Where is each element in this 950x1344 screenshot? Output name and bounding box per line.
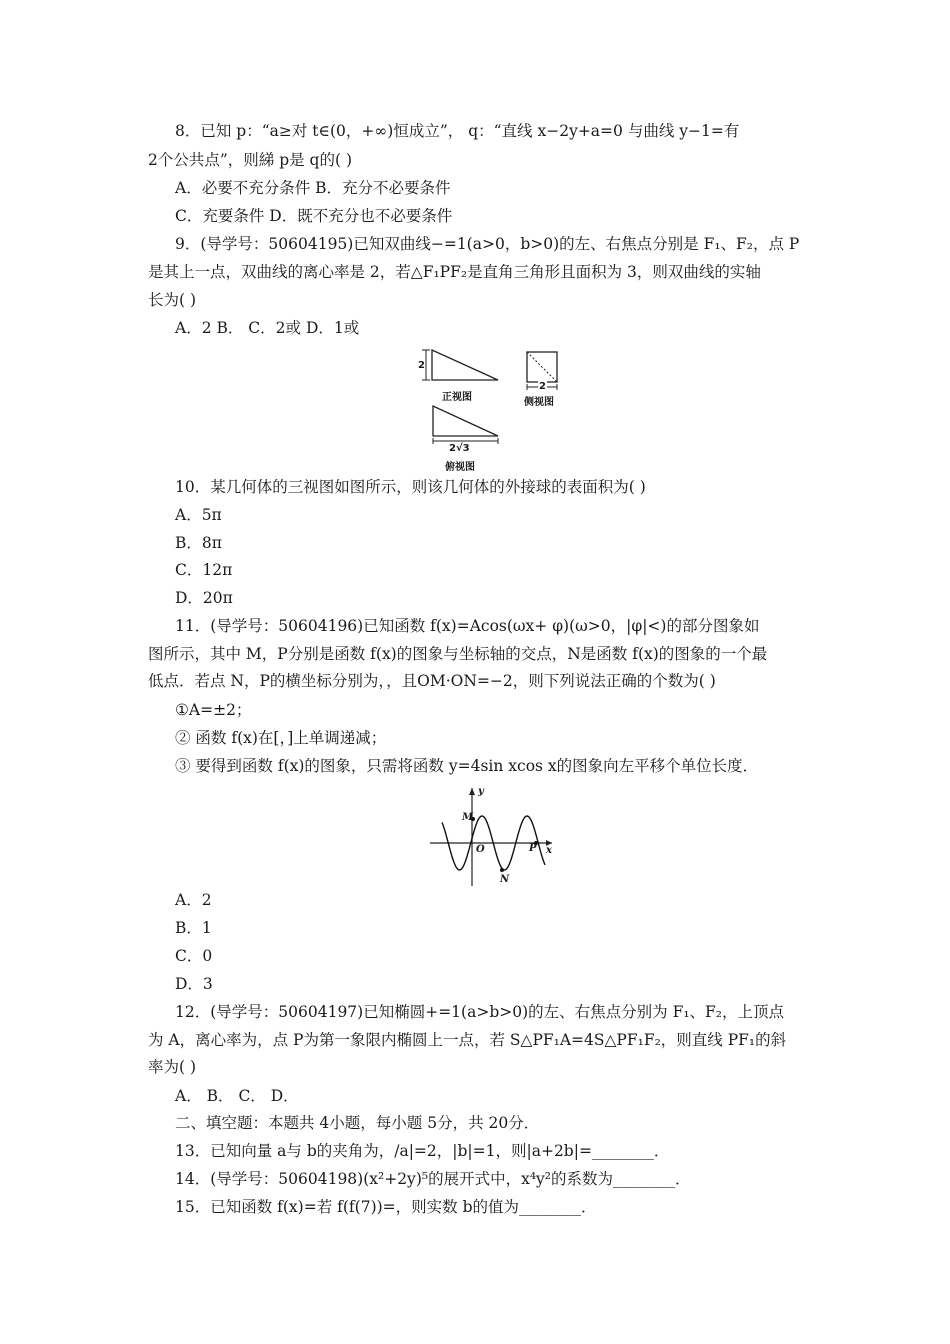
q12-line1: 12．(导学号：50604197)已知椭圆+=1(a>b>0)的左、右焦点分别为 F₁、F₂，上顶点 bbox=[175, 1003, 785, 1021]
q11-statement-1: ①A=±2； bbox=[175, 701, 252, 719]
q11-option-b: B．1 bbox=[175, 919, 212, 937]
origin-label: O bbox=[476, 844, 485, 855]
q10-option-d: D．20π bbox=[175, 589, 233, 607]
q11-line2: 图所示，其中 M，P分别是函数 f(x)的图象与坐标轴的交点，N是函数 f(x)的图象的一个最 bbox=[148, 645, 768, 663]
q8-options-ab: A．必要不充分条件 B．充分不必要条件 bbox=[175, 179, 451, 197]
q8-options-cd: C．充要条件 D．既不充分也不必要条件 bbox=[175, 207, 453, 225]
q13: 13．已知向量 a与 b的夹角为，/a|=2，|b|=1，则|a+2b|=________． bbox=[175, 1142, 670, 1160]
y-axis-arrow bbox=[469, 788, 475, 795]
q11-option-a: A．2 bbox=[175, 891, 212, 909]
y-axis-label: y bbox=[478, 786, 484, 797]
section-2-heading: 二、填空题：本题共 4小题，每小题 5分，共 20分． bbox=[175, 1114, 540, 1132]
top-view-label: 俯视图 bbox=[445, 462, 475, 473]
side-dim-label: 2 bbox=[539, 381, 546, 392]
q10-option-a: A．5π bbox=[175, 506, 222, 524]
q9-line1: 9．(导学号：50604195)已知双曲线−=1(a>0，b>0)的左、右焦点分别是 F₁、F₂，点 P bbox=[175, 235, 800, 253]
q11-option-c: C．0 bbox=[175, 947, 213, 965]
q9-options: A．2 B． C．2或 D．1或 bbox=[175, 319, 360, 337]
q10-option-b: B．8π bbox=[175, 534, 222, 552]
q12-line2: 为 A，离心率为，点 P为第一象限内椭圆上一点，若 S△PF₁A=4S△PF₁F₂，则直线 PF₁的斜 bbox=[148, 1031, 787, 1049]
q11-option-d: D．3 bbox=[175, 975, 213, 993]
q10-option-c: C．12π bbox=[175, 561, 233, 579]
q8-line2: 2个公共点”，则綈 p是 q的( ) bbox=[148, 151, 353, 169]
front-dim-label: 2 bbox=[418, 360, 425, 371]
side-view-label: 侧视图 bbox=[524, 397, 554, 408]
q10-stem: 10．某几何体的三视图如图所示，则该几何体的外接球的表面积为( ) bbox=[175, 478, 646, 496]
q9-line2: 是其上一点，双曲线的离心率是 2，若△F₁PF₂是直角三角形且面积为 3，则双曲线的实轴 bbox=[148, 263, 761, 281]
m-label: M bbox=[462, 812, 474, 823]
n-label: N bbox=[500, 874, 510, 885]
q12-line3: 率为( ) bbox=[148, 1058, 197, 1076]
p-label: P bbox=[529, 843, 537, 854]
q11-statement-2: ② 函数 f(x)在[，]上单调递减； bbox=[175, 729, 387, 747]
q11-line3: 低点．若点 N，P的横坐标分别为，，且OM·ON=−2，则下列说法正确的个数为( ) bbox=[148, 672, 716, 690]
q8-line1: 8．已知 p：“a≥对 t∈(0，+∞)恒成立”， q：“直线 x−2y+a=0 与曲线 y−1=有 bbox=[175, 122, 740, 140]
q11-line1: 11．(导学号：50604196)已知函数 f(x)=Acos(ωx+ φ)(ω>0，|φ|<)的部分图象如 bbox=[175, 617, 760, 635]
q14: 14．(导学号：50604198)(x²+2y)⁵的展开式中，x⁴y²的系数为________． bbox=[175, 1170, 691, 1188]
q11-statement-3: ③ 要得到函数 f(x)的图象，只需将函数 y=4sin xcos x的图象向左平移个单位长度． bbox=[175, 757, 759, 775]
q15: 15．已知函数 f(x)=若 f(f(7))=，则实数 b的值为________． bbox=[175, 1198, 597, 1216]
front-view-label: 正视图 bbox=[442, 392, 472, 403]
top-dim-label: 2√3 bbox=[449, 443, 470, 454]
q9-line3: 长为( ) bbox=[148, 291, 197, 309]
q12-options: A． B． C． D． bbox=[175, 1087, 299, 1105]
point-n bbox=[500, 868, 504, 872]
x-axis-label: x bbox=[546, 845, 552, 856]
